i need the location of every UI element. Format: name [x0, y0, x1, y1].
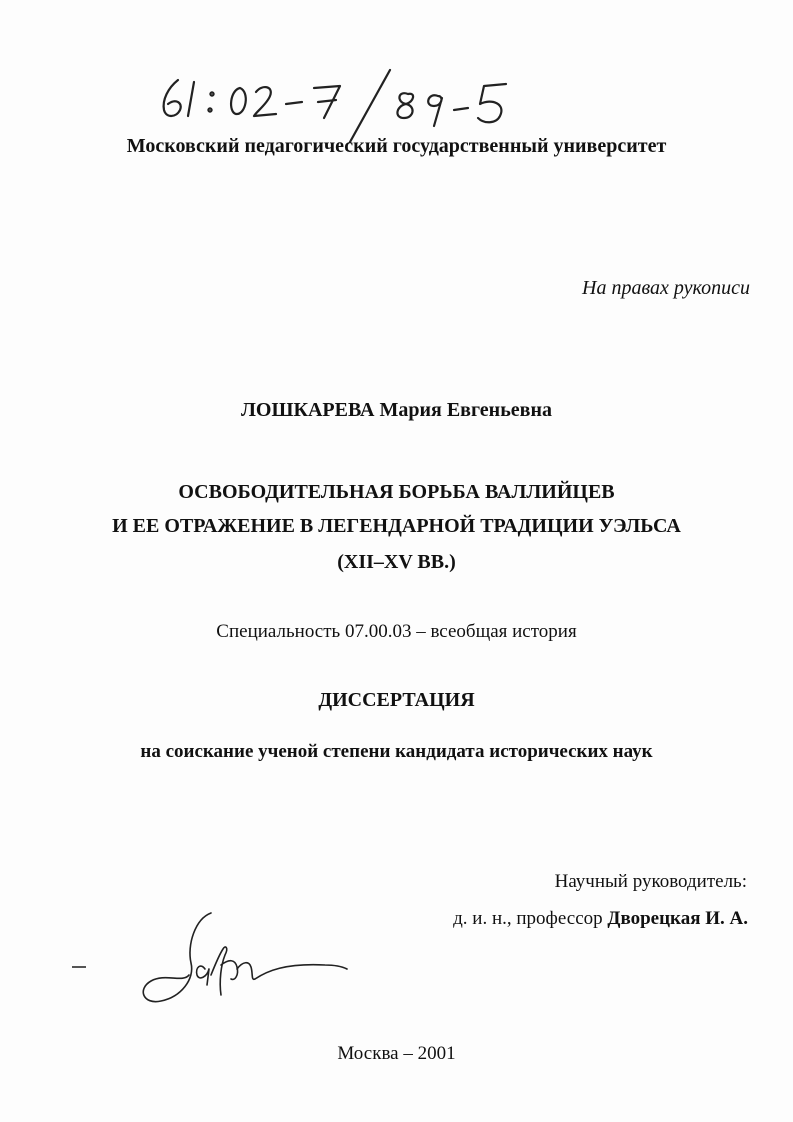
author-surname: ЛОШКАРЕВА	[241, 399, 375, 421]
title-line-3: (XII–XV ВВ.)	[337, 551, 456, 573]
supervisor-name: Дворецкая И. А.	[607, 908, 748, 929]
degree-statement: на соискание ученой степени кандидата исторических наук	[140, 741, 653, 762]
author-name	[0, 398, 793, 422]
supervisor-info	[453, 907, 748, 931]
title-line-2: И ЕЕ ОТРАЖЕНИЕ В ЛЕГЕНДАРНОЙ ТРАДИЦИИ УЭЛЬСА	[112, 515, 681, 537]
margin-dash-mark	[72, 966, 86, 968]
title-line-1: ОСВОБОДИТЕЛЬНАЯ БОРЬБА ВАЛЛИЙЦЕВ	[178, 481, 615, 503]
supervisor-credentials: д. и. н., профессор	[453, 908, 608, 929]
university-name: Московский педагогический государственный университет	[126, 135, 667, 157]
manuscript-rights-note: На правах рукописи	[582, 277, 750, 299]
handwritten-signature	[125, 905, 355, 1015]
supervisor-label: Научный руководитель:	[554, 871, 747, 892]
document-type: ДИССЕРТАЦИЯ	[318, 689, 475, 711]
place-and-year: Москва – 2001	[337, 1043, 456, 1064]
author-given-names: Мария Евгеньевна	[379, 399, 552, 421]
specialty: Специальность 07.00.03 – всеобщая история	[216, 621, 577, 642]
